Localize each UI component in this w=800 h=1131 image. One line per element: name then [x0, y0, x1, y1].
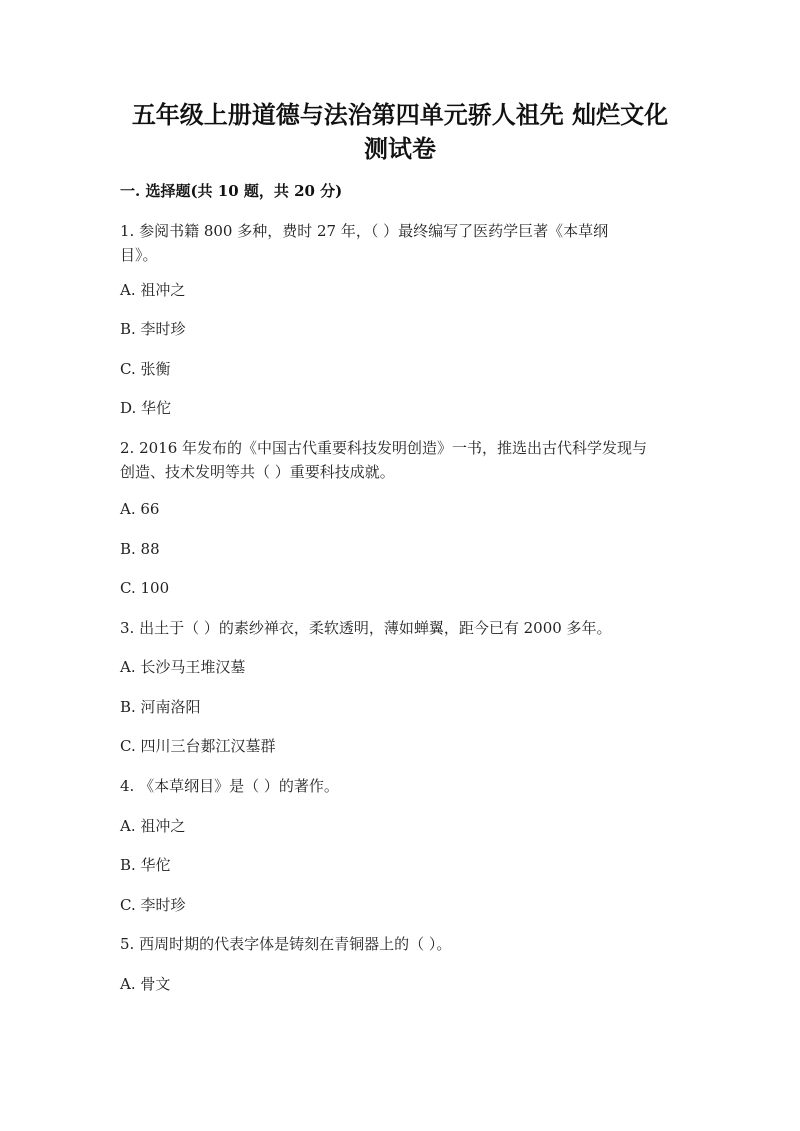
question-2-stem-line-2: 创造、技术发明等共（ ）重要科技成就。: [120, 463, 395, 481]
section-heading: 一. 选择题(共 10 题，共 20 分): [120, 182, 343, 200]
question-2-option-a: A. 66: [120, 500, 160, 518]
question-2-stem-line-1: 2. 2016 年发布的《中国古代重要科技发明创造》一书，推选出古代科学发现与: [120, 439, 648, 457]
question-3-stem-line-1: 3. 出土于（ ）的素纱禅衣，柔软透明，薄如蝉翼，距今已有 2000 多年。: [120, 619, 612, 637]
question-4-stem-line-1: 4. 《本草纲目》是（ ）的著作。: [120, 777, 339, 795]
question-1-option-d: D. 华佗: [120, 399, 172, 417]
question-5-option-a: A. 骨文: [120, 975, 171, 993]
question-1-option-c: C. 张衡: [120, 360, 171, 378]
question-3-option-c: C. 四川三台郪江汉墓群: [120, 737, 276, 755]
question-4-option-a: A. 祖冲之: [120, 817, 186, 835]
question-1-stem-line-1: 1. 参阅书籍 800 多种，费时 27 年，（ ）最终编写了医药学巨著《本草纲: [120, 222, 609, 240]
question-4-option-b: B. 华佗: [120, 856, 171, 874]
question-1-stem-line-2: 目》。: [120, 246, 158, 264]
question-5-stem-line-1: 5. 西周时期的代表字体是铸刻在青铜器上的（ ）。: [120, 935, 452, 953]
question-1-option-a: A. 祖冲之: [120, 281, 186, 299]
question-3-option-a: A. 长沙马王堆汉墓: [120, 658, 246, 676]
question-3-option-b: B. 河南洛阳: [120, 698, 201, 716]
question-1-option-b: B. 李时珍: [120, 320, 186, 338]
question-2-option-b: B. 88: [120, 540, 160, 558]
question-2-option-c: C. 100: [120, 579, 170, 597]
document-title-line1: 五年级上册道德与法治第四单元骄人祖先 灿烂文化: [131, 100, 669, 129]
question-4-option-c: C. 李时珍: [120, 896, 186, 914]
document-title-line2: 测试卷: [364, 134, 436, 163]
